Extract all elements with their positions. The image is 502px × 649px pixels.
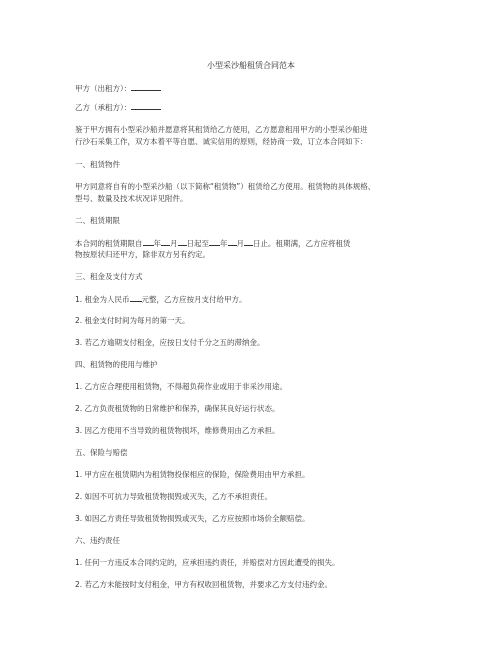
party-b-line <box>75 101 435 114</box>
section-3-item-1 <box>75 293 435 306</box>
term-text-month: 月 <box>170 239 178 248</box>
section-2-line-2: 物按原状归还甲方，除非双方另有约定。 <box>75 250 210 259</box>
term-text-year: 年 <box>153 239 161 248</box>
section-6-item-2: 2. 若乙方未能按时支付租金，甲方有权收回租赁物，并要求乙方支付违约金。 <box>75 580 333 589</box>
rent-amount-blank <box>130 293 142 302</box>
section-4-item-1: 1. 乙方应合理使用租赁物，不得超负荷作业或用于非采沙用途。 <box>75 382 288 391</box>
term-text-end: 日止。租期满，乙方应将租赁 <box>253 239 351 248</box>
term-text-start: 本合同的租赁期限自 <box>75 239 143 248</box>
section-5-item-2: 2. 如因不可抗力导致租赁物损毁或灭失，乙方不承担责任。 <box>75 492 273 501</box>
document-title: 小型采沙船租赁合同范本 <box>207 61 295 70</box>
party-a-line <box>75 82 435 95</box>
section-5-heading: 五、保险与赔偿 <box>75 448 128 457</box>
section-6-item-1: 1. 任何一方违反本合同约定的，应承担违约责任，并赔偿对方因此遭受的损失。 <box>75 558 340 567</box>
section-2-heading: 二、租赁期限 <box>75 216 120 225</box>
party-b-blank <box>131 101 161 110</box>
party-a-label: 甲方（出租方）： <box>75 84 132 93</box>
rent-text-end: 元整，乙方应按月支付给甲方。 <box>141 295 247 304</box>
start-day-blank <box>178 237 187 246</box>
start-year-blank <box>143 237 154 246</box>
term-text-year-2: 年 <box>220 239 228 248</box>
end-month-blank <box>228 237 237 246</box>
end-year-blank <box>209 237 220 246</box>
term-text-month-2: 月 <box>236 239 244 248</box>
intro-line-1: 鉴于甲方拥有小型采沙船并愿意将其租赁给乙方使用，乙方愿意租用甲方的小型采沙船进 <box>75 125 368 134</box>
term-text-to: 日起至 <box>186 239 209 248</box>
section-5-item-3: 3. 如因乙方责任导致租赁物损毁或灭失，乙方应按照市场价全额赔偿。 <box>75 514 310 523</box>
section-6-heading: 六、违约责任 <box>75 536 120 545</box>
section-3-heading: 三、租金及支付方式 <box>75 272 143 281</box>
section-1-heading: 一、租赁物件 <box>75 160 120 169</box>
section-4-item-2: 2. 乙方负责租赁物的日常维护和保养，确保其良好运行状态。 <box>75 404 280 413</box>
rent-text-start: 1. 租金为人民币 <box>75 295 130 304</box>
intro-line-2: 行沙石采集工作，双方本着平等自愿、诚实信用的原则，经协商一致，订立本合同如下： <box>75 137 368 146</box>
section-3-item-3: 3. 若乙方逾期支付租金，应按日支付千分之五的滞纳金。 <box>75 338 265 347</box>
section-5-item-1: 1. 甲方应在租赁期内为租赁物投保相应的保险，保险费用由甲方承担。 <box>75 470 310 479</box>
end-day-blank <box>244 237 253 246</box>
section-4-item-3: 3. 因乙方使用不当导致的租赁物损坏，维修费用由乙方承担。 <box>75 426 280 435</box>
section-4-heading: 四、租赁物的使用与维护 <box>75 360 158 369</box>
section-3-item-2: 2. 租金支付时间为每月的第一天。 <box>75 316 190 325</box>
party-a-blank <box>131 82 161 91</box>
start-month-blank <box>161 237 170 246</box>
section-1-line-2: 型号、数量及技术状况详见附件。 <box>75 194 188 203</box>
section-1-line-1: 甲方同意将自有的小型采沙船（以下简称“租赁物”）租赁给乙方使用。租赁物的具体规格、 <box>75 182 376 191</box>
party-b-label: 乙方（承租方）： <box>75 103 132 112</box>
